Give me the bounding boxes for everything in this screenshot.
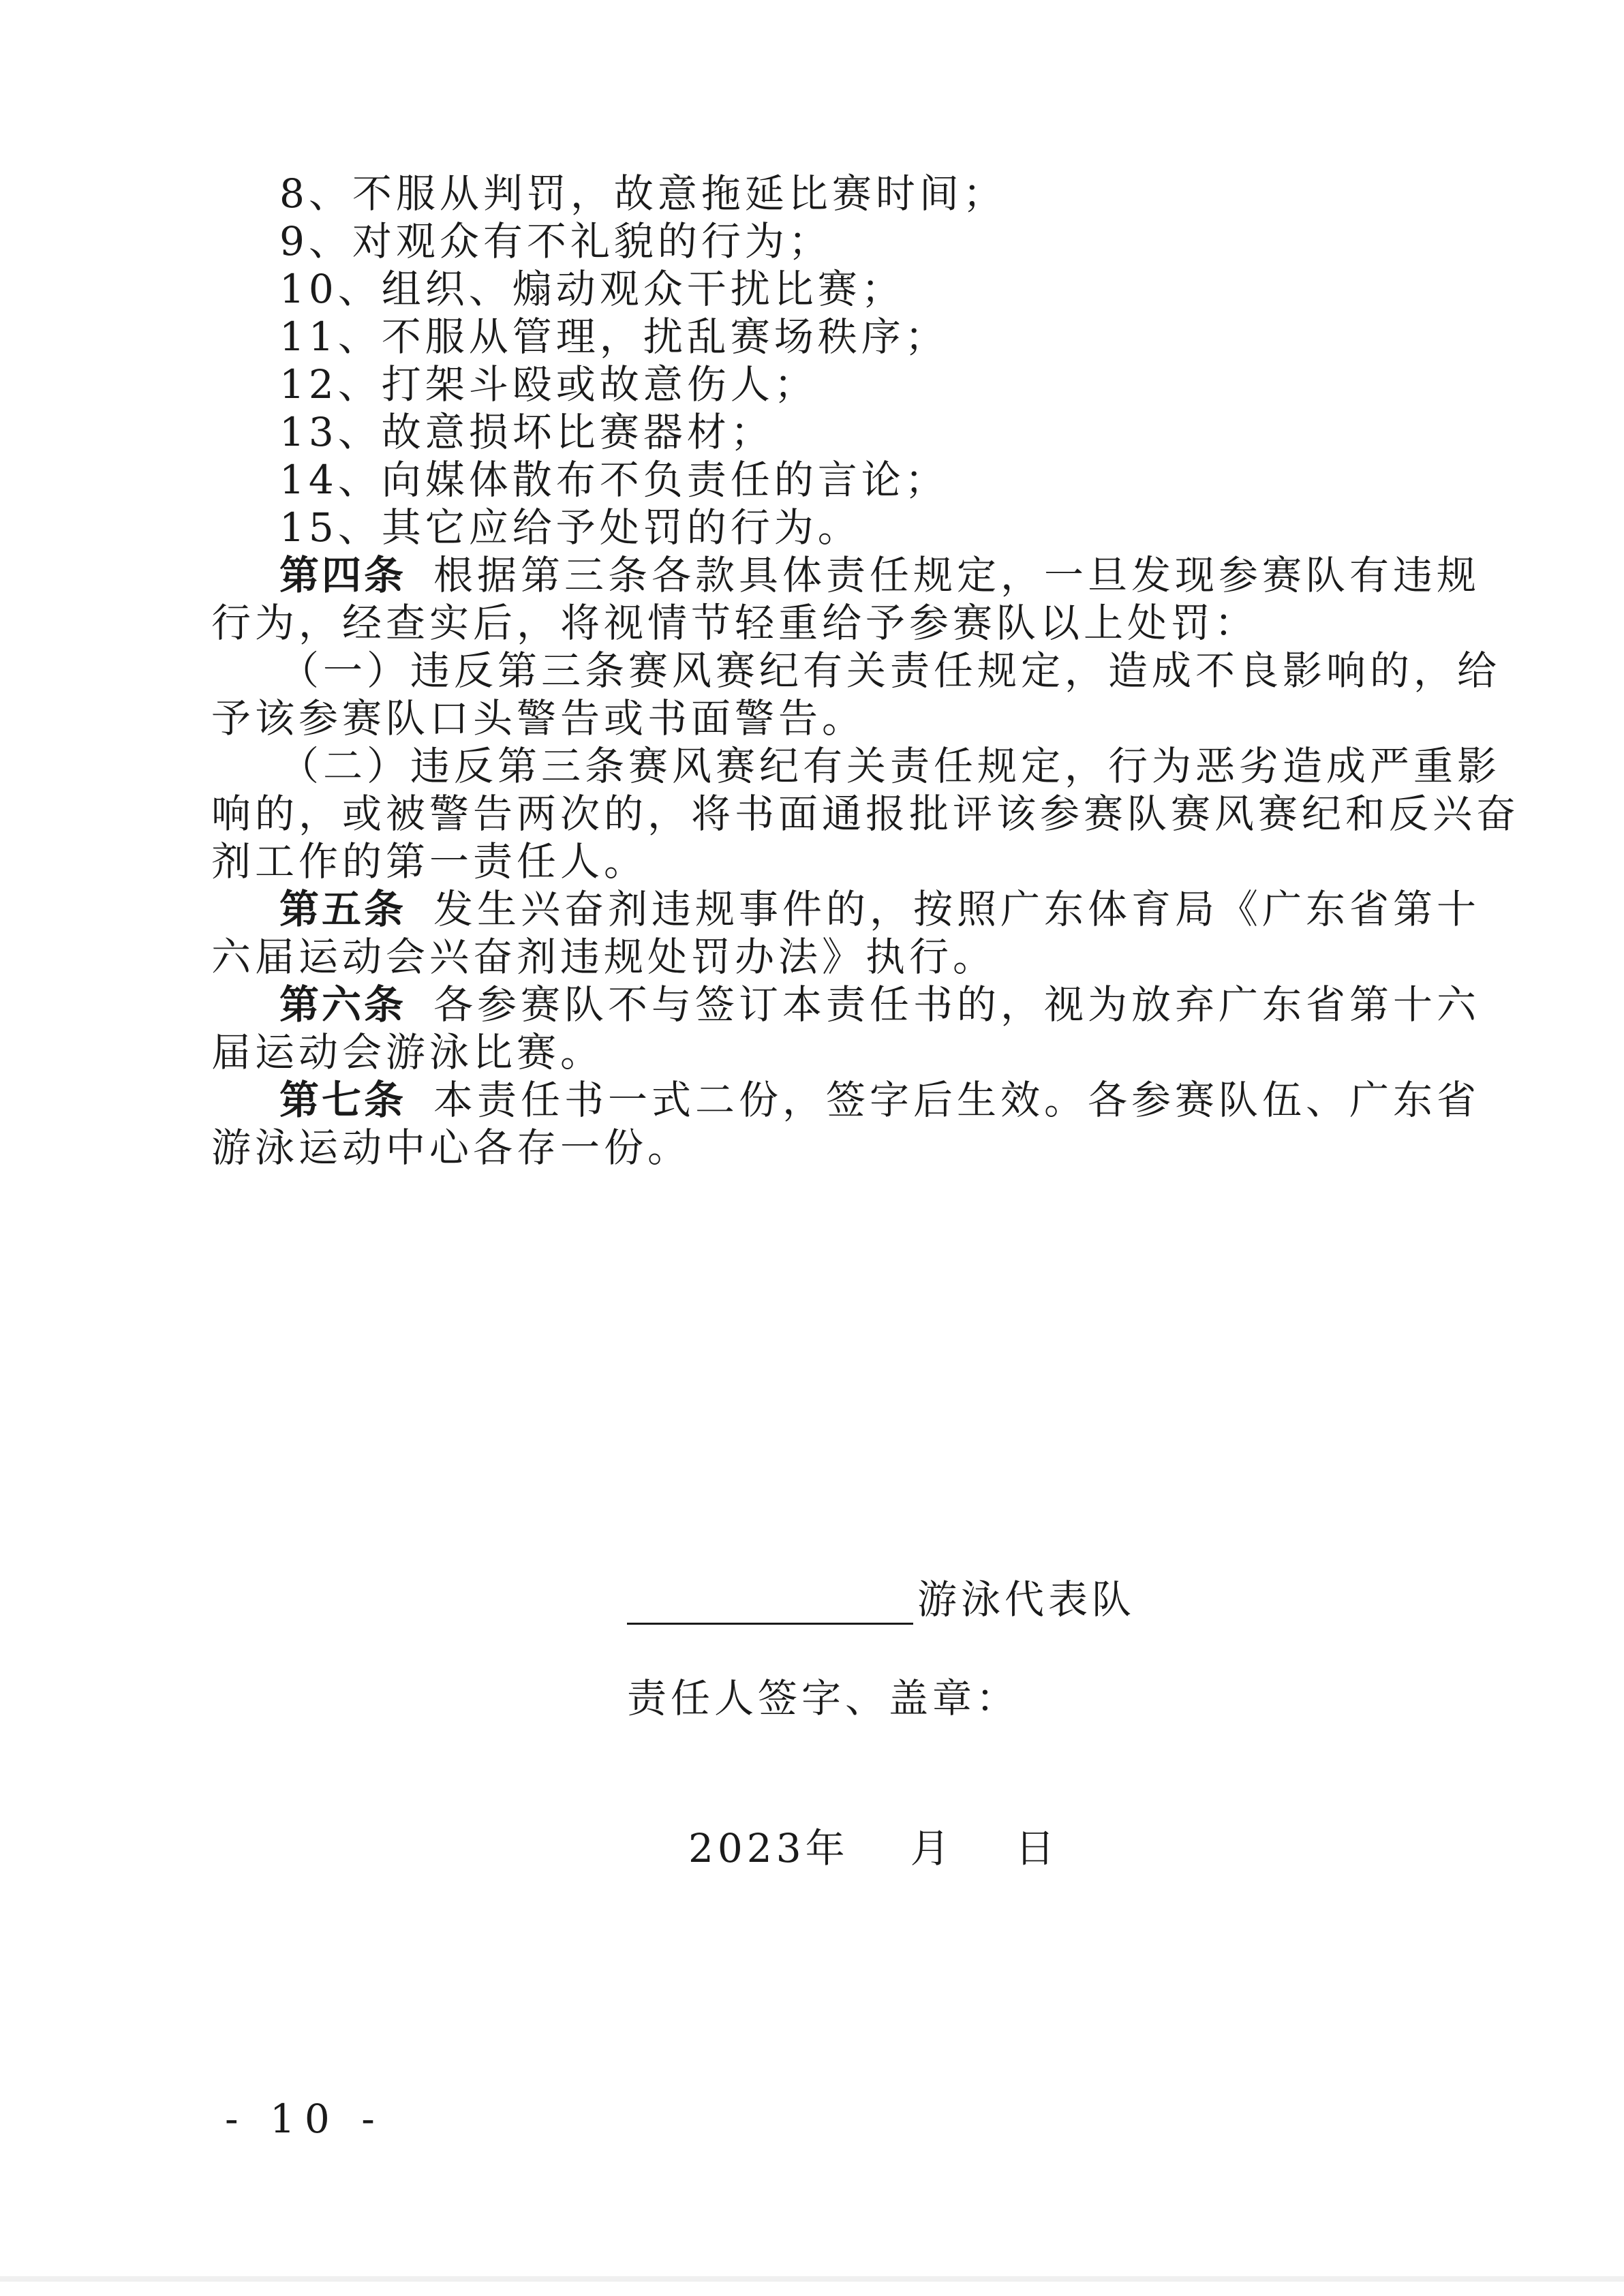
- team-signature-line: [627, 1567, 1135, 1625]
- team-name-blank[interactable]: [627, 1583, 913, 1625]
- article-4-label: 第四条: [279, 552, 407, 598]
- article-6-line-2: 届运动会游泳比赛。: [211, 1029, 604, 1075]
- list-item: 8、不服从判罚，故意拖延比赛时间；: [279, 170, 1007, 217]
- date-line: [688, 1816, 1059, 1873]
- article-4-text: 根据第三条各款具体责任规定，一旦发现参赛队有违规: [433, 552, 1481, 598]
- article-4-clause-2-cont: 剂工作的第一责任人。: [211, 838, 648, 885]
- date-day: 日: [1015, 1825, 1059, 1871]
- article-6-text: 各参赛队不与签订本责任书的，视为放弃广东省第十六: [433, 981, 1481, 1028]
- team-suffix: 游泳代表队: [917, 1576, 1136, 1623]
- article-5-label: 第五条: [279, 886, 407, 932]
- signer-label: 责任人签字、盖章：: [627, 1675, 1020, 1721]
- article-4-clause-2-cont: 响的，或被警告两次的，将书面通报批评该参赛队赛风赛纪和反兴奋: [211, 791, 1520, 837]
- article-4-line-2: 行为，经查实后，将视情节轻重给予参赛队以上处罚：: [211, 600, 1259, 646]
- list-item: 12、打架斗殴或故意伤人；: [279, 361, 818, 408]
- article-6-label: 第六条: [279, 981, 407, 1028]
- article-4-clause-2: （二）违反第三条赛风赛纪有关责任规定，行为恶劣造成严重影: [279, 743, 1501, 789]
- list-item: 14、向媒体散布不负责任的言论；: [279, 457, 949, 503]
- article-7-first-line: [279, 1077, 1481, 1123]
- article-5-first-line: [279, 886, 1481, 932]
- page-number: - 10 -: [225, 2096, 384, 2142]
- article-7-label: 第七条: [279, 1077, 407, 1123]
- list-item: 11、不服从管理，扰乱赛场秩序；: [279, 313, 949, 360]
- list-item: 10、组织、煽动观众干扰比赛；: [279, 266, 905, 312]
- article-7-text: 本责任书一式二份，签字后生效。各参赛队伍、广东省: [433, 1077, 1481, 1123]
- article-6-first-line: [279, 981, 1481, 1028]
- bottom-edge: [0, 2276, 1624, 2282]
- article-5-text: 发生兴奋剂违规事件的，按照广东体育局《广东省第十: [433, 886, 1481, 932]
- article-4-clause-1: （一）违反第三条赛风赛纪有关责任规定，造成不良影响的，给: [279, 647, 1501, 694]
- article-7-line-2: 游泳运动中心各存一份。: [211, 1124, 692, 1171]
- article-4-first-line: [279, 552, 1481, 598]
- list-item: 15、其它应给予处罚的行为。: [279, 504, 861, 551]
- article-5-line-2: 六届运动会兴奋剂违规处罚办法》执行。: [211, 934, 997, 980]
- date-year: 2023年: [688, 1825, 849, 1871]
- list-item: 9、对观众有不礼貌的行为；: [279, 218, 832, 264]
- list-item: 13、故意损坏比赛器材；: [279, 409, 774, 455]
- article-4-clause-1-cont: 予该参赛队口头警告或书面警告。: [211, 695, 866, 741]
- date-month: 月: [910, 1825, 954, 1871]
